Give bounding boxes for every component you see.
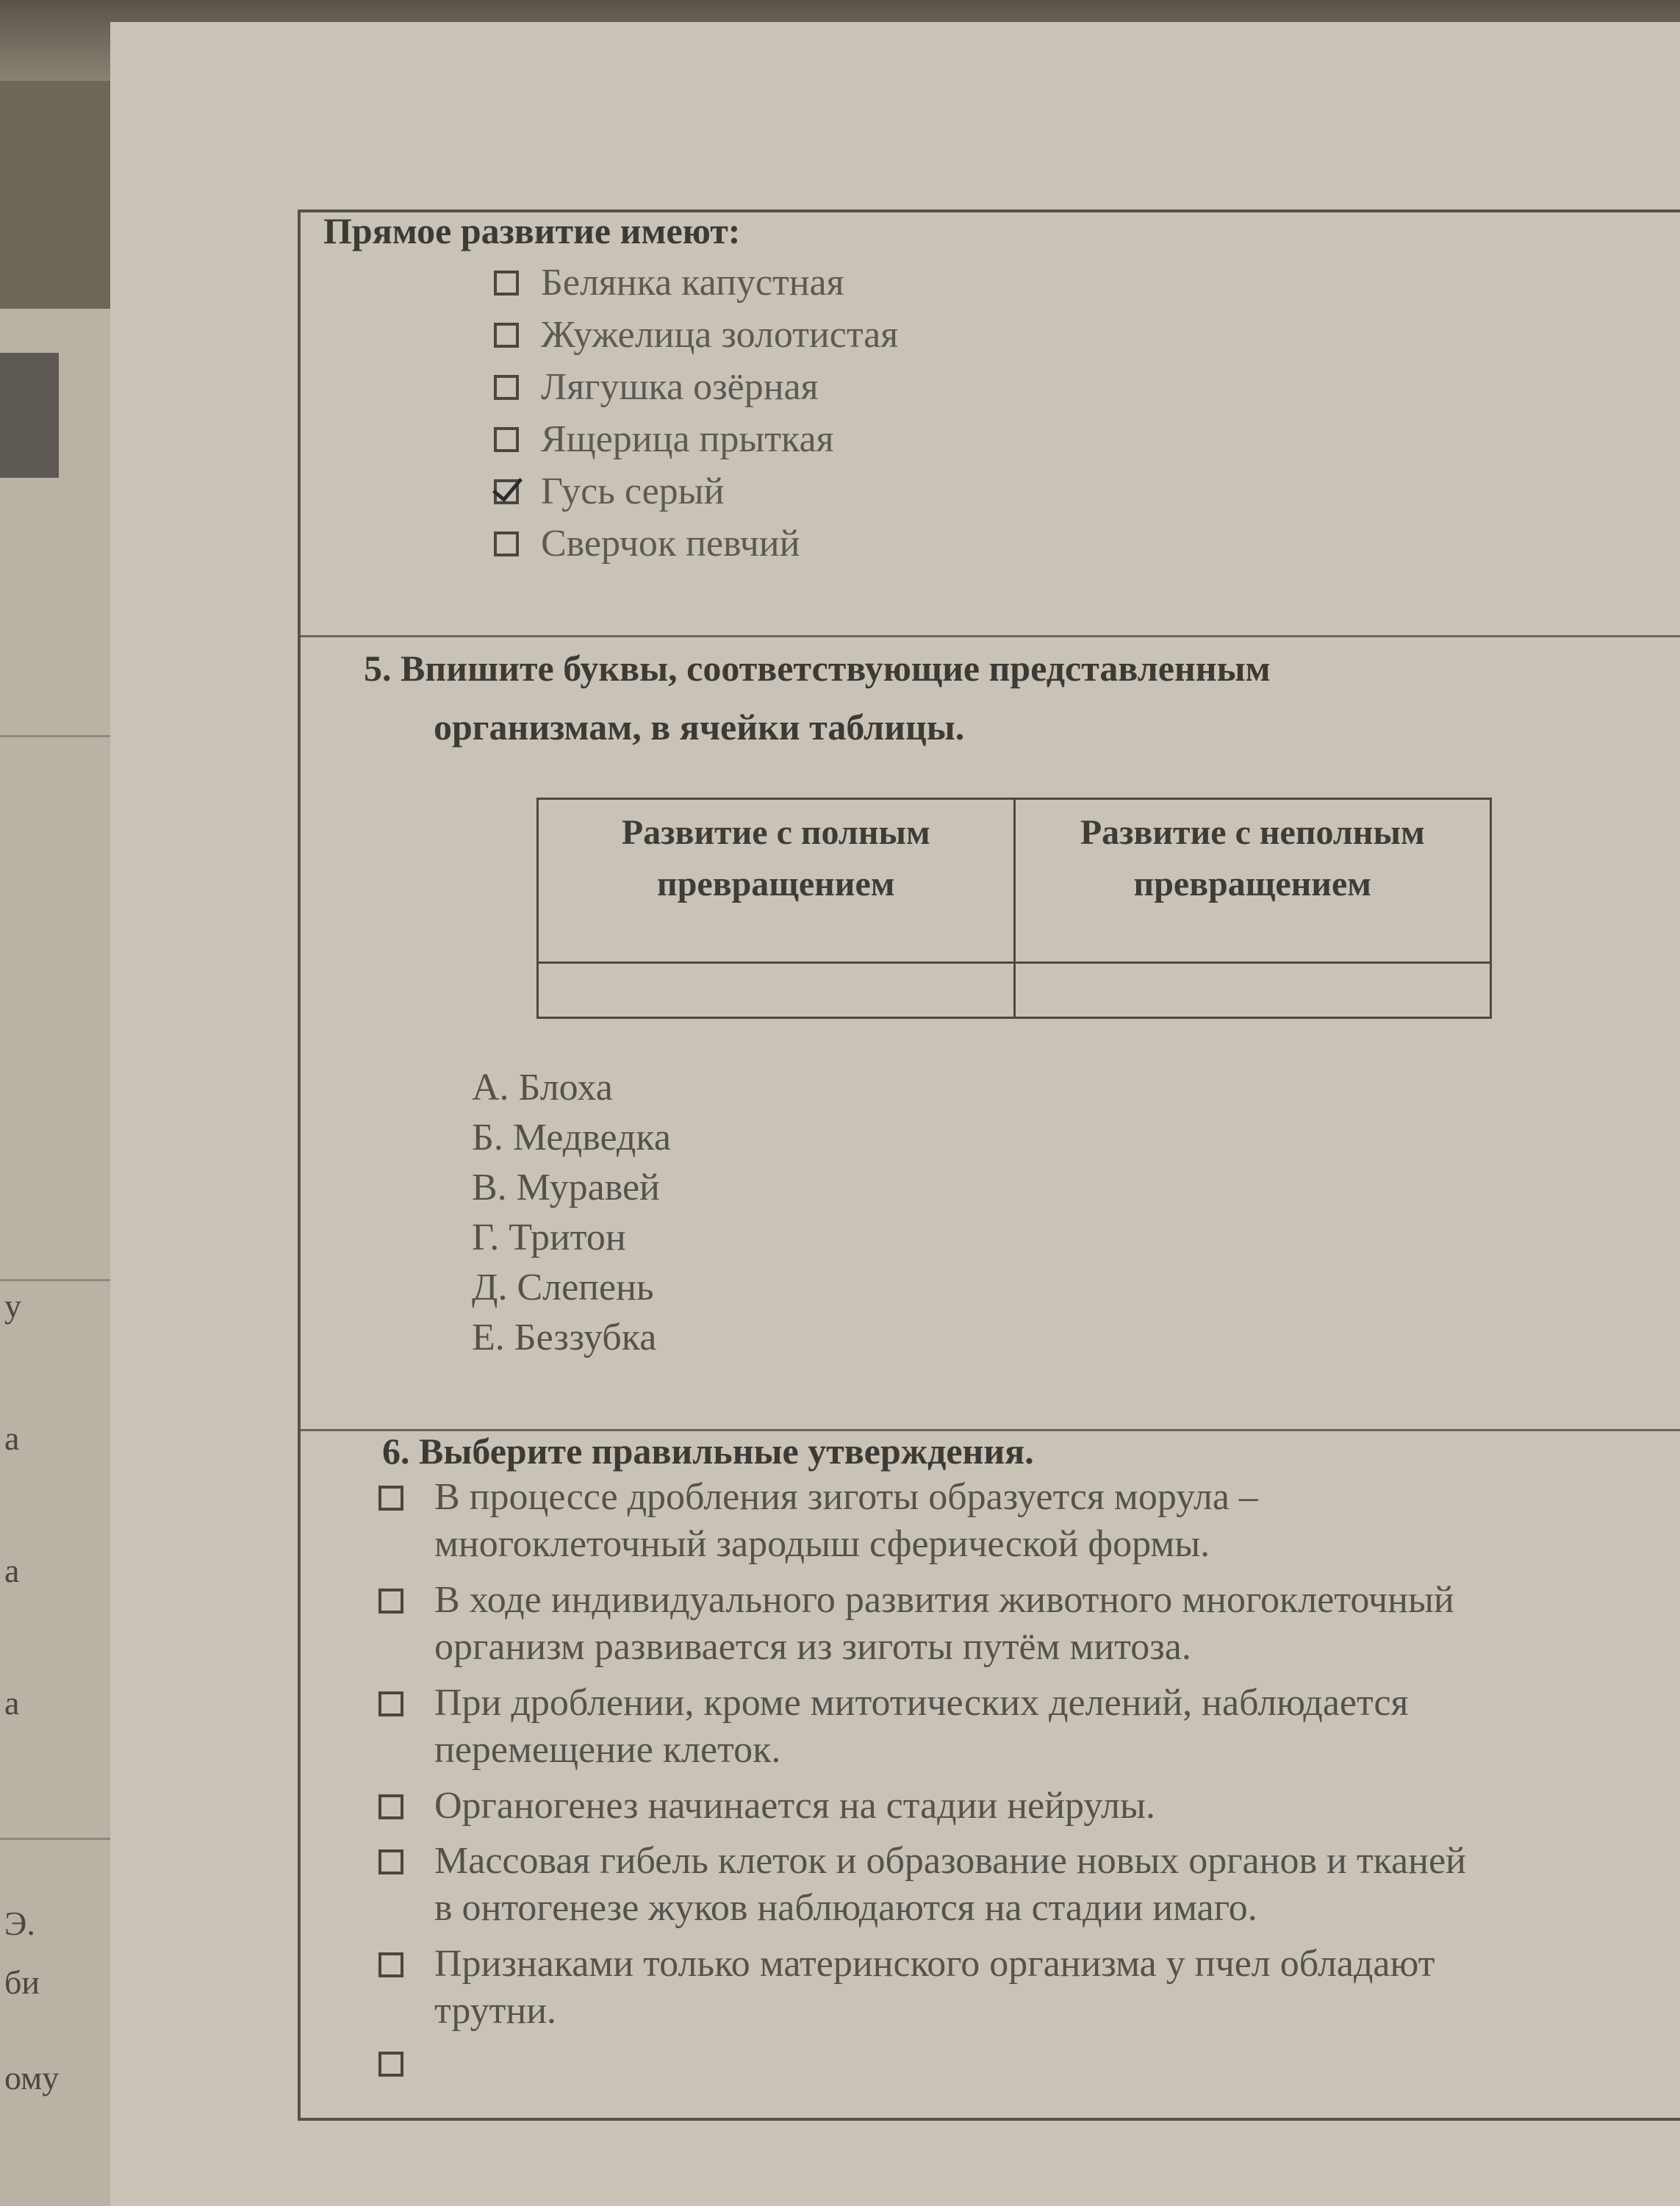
adjacent-page-dark-strip: [0, 353, 59, 478]
section-divider: [301, 635, 1680, 637]
statement-line: При дроблении, кроме митотических делений, наблюдается: [434, 1682, 1409, 1724]
statement-line: организм развивается из зиготы путём митоза.: [434, 1626, 1191, 1668]
checkbox[interactable]: [378, 1589, 403, 1614]
q4-option-label: Белянка капустная: [541, 262, 844, 304]
q5-title-line1: 5. Впишите буквы, соответствующие представленным: [364, 648, 1271, 689]
q6-statement[interactable]: [378, 1941, 1680, 2035]
statement-line: в онтогенезе жуков наблюдаются на стадии имаго.: [434, 1887, 1257, 1929]
checkbox[interactable]: [494, 375, 519, 400]
statement-text: [434, 1680, 1408, 1774]
q6-title: 6. Выберите правильные утверждения.: [382, 1430, 1034, 1472]
q4-title: Прямое развитие имеют:: [323, 210, 741, 251]
organism-item: Е. Беззубка: [472, 1317, 657, 1358]
adjacent-page-line: [0, 1279, 110, 1281]
answer-cell-incomplete[interactable]: [1014, 963, 1491, 1018]
adjacent-page-line: [0, 1838, 110, 1840]
answer-table: [536, 798, 1492, 1019]
adjacent-fragment: а: [4, 1419, 20, 1457]
statement-line: трутни.: [434, 1990, 557, 2032]
q6-statement[interactable]: [378, 1783, 1680, 1830]
statement-line: Органогенез начинается на стадии нейрулы.: [434, 1785, 1155, 1827]
checkbox[interactable]: [378, 1486, 403, 1511]
adjacent-fragment: а: [4, 1684, 20, 1722]
q4-option[interactable]: [494, 313, 898, 357]
q4-option-label: Ящерица прыткая: [541, 418, 834, 460]
q4-option-label: Гусь серый: [541, 470, 725, 512]
q4-option-label: Сверчок певчий: [541, 523, 800, 565]
statement-text: [434, 1783, 1155, 1830]
organism-item: Б. Медведка: [472, 1117, 671, 1158]
q4-option[interactable]: [494, 365, 819, 409]
checkbox[interactable]: [494, 271, 519, 296]
table-header-incomplete: Развитие с неполным превращением: [1014, 799, 1491, 963]
checkbox[interactable]: [378, 2052, 403, 2077]
table-header-complete: Развитие с полным превращением: [538, 799, 1015, 963]
q6-statement[interactable]: [378, 1838, 1680, 1932]
adjacent-fragment: у: [4, 1287, 21, 1325]
checkbox[interactable]: [378, 1794, 403, 1819]
adjacent-page-line: [0, 735, 110, 737]
q4-option-label: Жужелица золотистая: [541, 314, 899, 356]
organism-item: А. Блоха: [472, 1067, 613, 1109]
checkbox[interactable]: [378, 1952, 403, 1977]
q6-statement[interactable]: [378, 1577, 1680, 1671]
adjacent-fragment: ому: [4, 2059, 60, 2096]
statement-line: В ходе индивидуального развития животного многоклеточный: [434, 1579, 1454, 1621]
checkbox-checked[interactable]: [494, 479, 519, 504]
statement-text: [434, 1577, 1454, 1671]
statement-line: Массовая гибель клеток и образование новых органов и тканей: [434, 1840, 1466, 1882]
q4-option-label: Лягушка озёрная: [541, 366, 819, 408]
q4-option[interactable]: [494, 470, 724, 513]
statement-text: [434, 1838, 1466, 1932]
checkbox[interactable]: [378, 1849, 403, 1874]
checkbox[interactable]: [494, 427, 519, 452]
adjacent-page: [0, 309, 112, 2206]
checkbox[interactable]: [494, 323, 519, 348]
statement-line: многоклеточный зародыш сферической формы.: [434, 1523, 1210, 1565]
organism-item: В. Муравей: [472, 1167, 660, 1208]
q4-option[interactable]: [494, 261, 844, 304]
q6-statement-empty[interactable]: [378, 2040, 1680, 2077]
q6-statement[interactable]: [378, 1680, 1680, 1774]
adjacent-fragment: а: [4, 1552, 20, 1589]
answer-cell-complete[interactable]: [538, 963, 1015, 1018]
checkbox[interactable]: [494, 531, 519, 556]
worksheet-page: [110, 22, 1680, 2206]
statement-line: В процессе дробления зиготы образуется морула –: [434, 1476, 1258, 1518]
statement-text: [434, 1941, 1435, 2035]
q4-option[interactable]: [494, 418, 834, 461]
adjacent-fragment: би: [4, 1963, 40, 2001]
q4-option[interactable]: [494, 522, 800, 565]
q5-title-line2: организмам, в ячейки таблицы.: [434, 706, 965, 748]
statement-text: [434, 1474, 1258, 1568]
q6-statement[interactable]: [378, 1474, 1680, 1568]
organism-item: Д. Слепень: [472, 1267, 654, 1308]
statement-line: перемещение клеток.: [434, 1729, 781, 1771]
statement-line: Признаками только материнского организма у пчел обладают: [434, 1943, 1435, 1985]
adjacent-fragment: Э.: [4, 1905, 35, 1942]
organism-item: Г. Тритон: [472, 1217, 626, 1258]
checkbox[interactable]: [378, 1691, 403, 1716]
